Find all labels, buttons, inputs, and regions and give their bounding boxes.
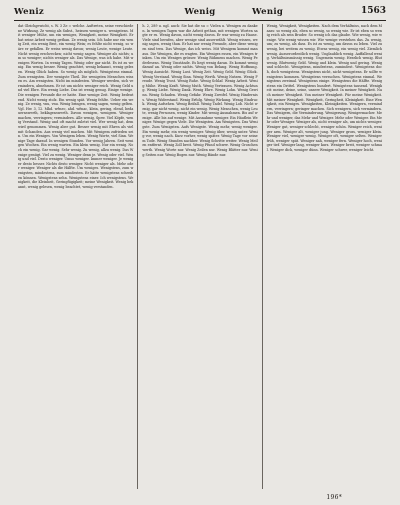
header-center-word: Wenig <box>184 7 216 17</box>
column-right-text: Wenig, Wenigkeit, Wenigkeiten. Nach dem Verhältniss, nach dem Maass: so wenig als, eben so wenig, so wenig wie. Er ist eben so wenig reich als sein Bruder. So wenig ich das glaube. Wie wenig, wie wenige. Wie wenig wissen wir. Wie wenige verstehen das. Zu wenig, um; zu wenig, als dass. Es ist zu wenig, um davon zu leben. Viel zu wenig, bei weitem zu wenig. Etwas wenig, ein wenig viel. Ziemlich wenig. Ausserordentlich wenig. Unglaublich wenig. Auffallend wenig. Verhältnissmässig wenig. Ungemein wenig. Herzlich wenig. Blutwenig. Blutwenig Geld. Wenig und klein. Wenig und gering. Wenig und schlecht. Wenigstens, mindestens, zumindest. Wenigstens doch, doch wenigstens. Wenigstens nicht, nicht wenigstens. Er sollte wenigstens kommen. Wenigstens versuchen. Wenigstens einmal. Wenigstens zweimal. Wenigstens einige. Wenigstens die Hälfte. Wenigstens ein Drittel. Wenigstens hundert. Wenigstens tausend. Wenigkeit: meine, deine, seine, unsere Wenigkeit. In meiner Wenigkeit. Nach meiner Wenigkeit. Von meiner Wenigkeit. Für meine Wenigkeit. Mit meiner Wenigkeit. Wenigkeit, Geringheit, Kleinigkeit. Eine Wenigkeit, ein Weniges. Wenigkeiten, Kleinigkeiten. Wenigern, vermindern, verringern; geringer machen. Sich wenigern, sich vermindern. Das Wenigern, die Verminderung. Wenigerung. Wenigermacher. Mehr und weniger, das Mehr und Weniger. Mehr oder Weniger. Ein Mehr oder Weniger. Weniger als, nicht weniger als, um nichts weniger. Weniger gut, weniger schlecht, weniger schön. Weniger reich, weniger arm. Weniger alt, weniger jung. Weniger gross, weniger klein. Weniger viel, weniger wenig. Weniger oft, weniger selten. Weniger früh, weniger spät. Weniger nah, weniger fern. Weniger hoch, weniger tief. Weniger lang, weniger kurz. Weniger breit, weniger schmal. Weniger dick, weniger dünn. Weniger schwer, weniger leicht. <box>266 24 382 153</box>
sheet-signature: 196* <box>326 494 342 501</box>
header-left-word: Weniz <box>14 7 44 17</box>
column-middle <box>137 24 261 489</box>
text-columns <box>14 24 386 489</box>
page-number: 1563 <box>360 6 386 16</box>
column-right <box>262 24 386 489</box>
column-middle-text: h. 2, 289 u. ngl. auch: Sie hat die su = Vielen u. Wenigen zu danken. In wenigen Tagen war die Arbeit gethan, mit wenigen Worten sagte er es. Wenig davon, nicht wenig davon. Er war wenig zu Hause. Viele sind berufen, aber wenige sind auserwählt. Wenig wissen, wenig sagen, wenig thun. Er hat nur wenig Freunde, aber diese wenigen sind treu. Das Wenige, das ich weiss. Mit Wenigem kommt man aus. Die Wenigen, die es wagten. Ein Weniges essen, ein Weniges trinken. Um ein Weniges grösser. Wenig Rühmens machen. Wenig Federlesens. Wenig Umstände. Es liegt wenig daran. Es kommt wenig darauf an. Wenig oder nichts. Wenig von Belang. Wenig Hoffnung. Wenig Aussicht. Wenig Lust. Wenig Zeit. Wenig Geld. Wenig Glück. Wenig Verstand. Wenig Sinn. Wenig Werth. Wenig Nutzen. Wenig Freude. Wenig Trost. Wenig Ruhe. Wenig Schlaf. Wenig Arbeit. Wenig Mühe. Wenig Kraft. Wenig Muth. Wenig Vertrauen. Wenig Achtung. Wenig Liebe. Wenig Dank. Wenig Ehre. Wenig Lohn. Wenig Gewinn. Wenig Schaden. Wenig Gefahr. Wenig Zweifel. Wenig Hinderniss. Wenig Widerstand. Wenig Erfolg. Wenig Wirkung. Wenig Eindruck. Wenig Aufsehen. Wenig Beifall. Wenig Tadel. Wenig Lob. Nicht wenig, gar nicht wenig, nicht ein wenig. Wenig Menschen, wenig Leute, wenig Personen, wenig Kinder. Mit wenig Ausnahmen. Bis auf wenige. Alle bis auf wenige. Mit Ausnahme weniger. Ein Häuflein Weniger. Wenige gegen Viele. Die Wenigsten. Am Wenigsten. Das Wenigste. Zum Wenigsten. Aufs Wenigste. Wenig mehr, wenig weniger. Ein wenig mehr, ein wenig weniger. Wenig über, wenig unter. Wenig vor, wenig nach. Kurz vorher, wenig später. Wenig Tage vor seinem Tode. Wenig Stunden nachher. Wenig Schritte weiter. Wenig Meilen entfernt. Wenig Zoll breit. Wenig Pfund schwer. Wenig Groschen werth. Wenig Worte nur. Wenig Zeilen nur. Wenig Blätter nur. Wenig Seiten nur. Wenig Bogen nur. Wenig Bände nur. <box>142 24 258 157</box>
page-header <box>14 6 386 21</box>
column-left <box>14 24 137 489</box>
column-left-text: dat Gleichgewicht, s. W. 3 Ze = welche. Auftreten, seine verschiedene Wirkung. Ze wenig als Subst., heissen weniger u. wenigstens. Mit weniger Mühe, um ein weniges, Wenigkeit, meine Wenigkeit. Er hat seine Arbeit wenig gethan. Ze wenig sein. Ich habe nur ein wenig Zeit, ein wenig Brot, ein wenig Wein; es fehlte nicht wenig, so wäre er gefallen. Er weiss wenig davon; wenig Leute, wenige Leute. Nicht wenig erschrecken; nicht wenig sagen. Weniger als nichts; um so weniger; nichts weniger als. Das Wenige, was ich habe. Mit wenigen Worten. In wenig Tagen. Wenig oder gar nicht. Es ist zu wenig. Ein wenig besser. Wenig geachtet, wenig bekannt, wenig gelesen. Wenig Glück haben. So wenig als möglich. Wenigstens einmal. Zum wenigsten. Der wenigste Theil. Die wenigsten Menschen wissen es. Am wenigsten. Nicht im mindesten. Weniger werden, sich vermindern, abnehmen. Er ist um nichts weniger reich. Wenig Geld und viel Ehre. Ein wenig Liebe. Das ist wenig genug. Einige wenige. Die wenigen Freunde die er hatte. Eine wenige Zeit. Wenig bedeutend. Nicht wenig stolz. Ein wenig spät. Wenig fehlte. Ueber ein wenig. Ze wenig, vnu, vnu. Wenig bringen, wenig sagen, wenig gelten. Vgl. Hw. 3, 12. Mhd. wênec, ahd. wênac, klein, gering, elend, bedauernswerth, beklagenswerth. Davon wenigen, wenigern. Weniger machen, verringern; vermindern. Alle wenig, Sprw. Viel Köpfe, wenig Verstand. Wenig und oft macht zuletzt viel. Wer wenig hat, dem wird genommen. Wenig aber gut. Besser wenig mit Ehren als viel mit Schanden. Aus wenig viel machen. Mit Wenigem zufrieden sein. Um ein Weniges. Von Wenigem leben. Wenig Worte, viel Sinn. Wenige Tage darauf. In wenigen Stunden. Vor wenig Jahren. Seit wenigen Wochen. Ein wenig warten. Ein klein wenig. Nur ein wenig. Noch ein wenig. Gar wenig. Sehr wenig. Zu wenig, allzu wenig. Das Wenige genügt. Viel zu wenig. Weniger denn je. Wenig oder viel. Wenig und viel. Desto weniger. Umso weniger. Immer weniger. Je weniger desto besser. Nichts desto weniger. Nicht weniger als. Mehr oder weniger. Weniger als die Hälfte. Um weniges. Wenigstens, zum wenigsten, mindestens, zum mindesten. Er hätte wenigstens schreiben können. Wenigstens zehn. Wenigstens einer. Ich wenigstens. Wenigkeit, die Kleinheit, Geringfügigkeit; meine Wenigkeit. Wenig bekannt, wenig gelesen, wenig beachtet, wenig verstanden. <box>18 24 134 189</box>
header-right-word: Wenig <box>252 7 284 17</box>
